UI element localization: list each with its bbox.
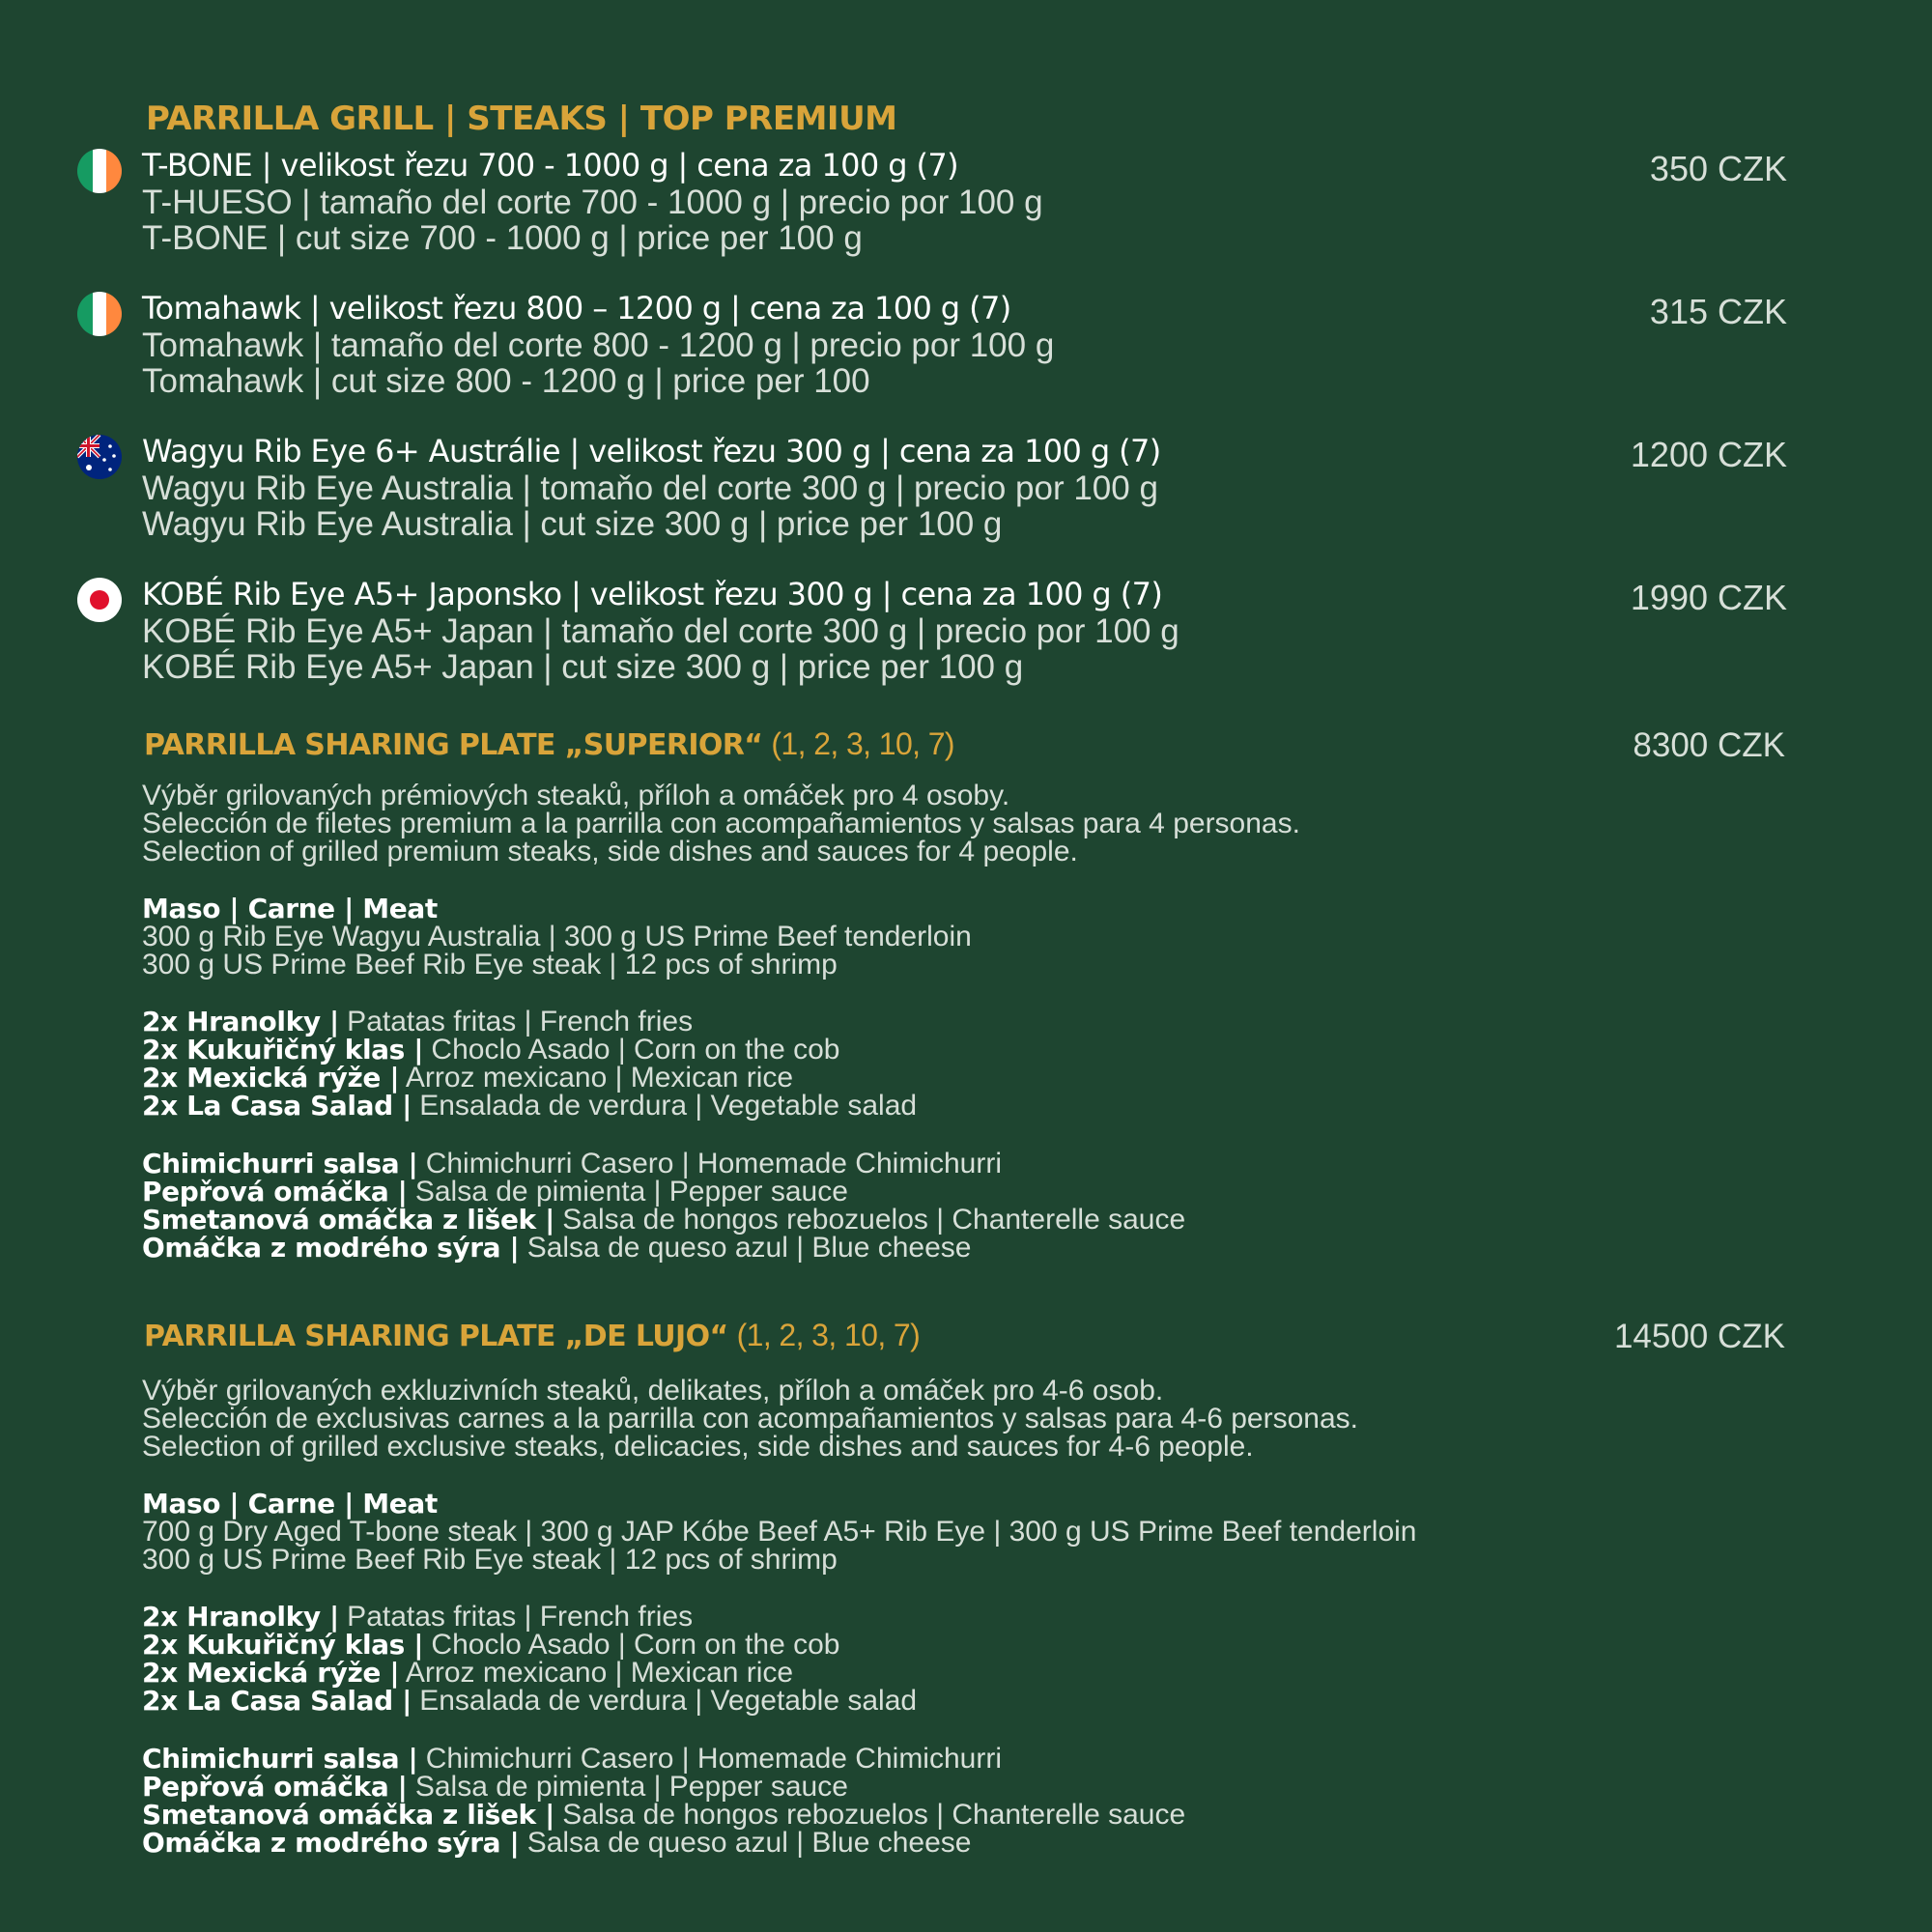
meat-line: 300 g US Prime Beef Rib Eye steak | 12 pcs of shrimp [142, 1544, 838, 1576]
plate-sauces [142, 1745, 1185, 1857]
description-line: Selection of grilled exclusive steaks, delicacies, side dishes and sauces for 4-6 people. [142, 1431, 1254, 1463]
sauce-rest: Chimichurri Casero | Homemade Chimichurri [417, 1148, 1002, 1179]
side-rest: Ensalada de verdura | Vegetable salad [411, 1090, 918, 1122]
sauce-cz: Pepřová omáčka | [142, 1176, 408, 1208]
japan-flag-icon [77, 578, 122, 622]
description-line: Selección de filetes premium a la parrilla con acompañamientos y salsas para 4 personas. [142, 808, 1300, 839]
meat-line: 300 g Rib Eye Wagyu Australia | 300 g US Prime Beef tenderloin [142, 921, 972, 952]
meat-line: 300 g US Prime Beef Rib Eye steak | 12 pcs of shrimp [142, 949, 838, 980]
description-line: Selección de exclusivas carnes a la parrilla con acompañamientos y salsas para 4-6 personas. [142, 1403, 1358, 1435]
item-name-en: T-BONE | cut size 700 - 1000 g | price per 100 g [142, 219, 863, 257]
side-line [142, 1092, 917, 1120]
side-rest: Arroz mexicano | Mexican rice [399, 1062, 794, 1094]
item-price: 1990 CZK [1630, 578, 1787, 617]
sauce-rest: Chimichurri Casero | Homemade Chimichurri [417, 1743, 1002, 1775]
plate-sauces [142, 1150, 1185, 1262]
item-name-en: Tomahawk | cut size 800 - 1200 g | price per 100 [142, 362, 870, 400]
sauce-cz: Smetanová omáčka z lišek | [142, 1204, 554, 1236]
item-price: 1200 CZK [1630, 435, 1787, 474]
item-name-en: Wagyu Rib Eye Australia | cut size 300 g | price per 100 g [142, 505, 1003, 543]
side-line [142, 1008, 917, 1036]
sauce-line [142, 1234, 1185, 1262]
side-rest: Patatas fritas | French fries [338, 1006, 694, 1037]
side-cz: 2x Mexická rýže | [142, 1062, 400, 1094]
plate-title-text: PARRILLA SHARING PLATE „DE LUJO“ [144, 1320, 728, 1353]
plate-meat [142, 895, 972, 979]
menu-item-wagyu [0, 431, 1932, 566]
plate-allergens: (1, 2, 3, 10, 7) [736, 1318, 921, 1352]
sauce-rest: Salsa de queso azul | Blue cheese [519, 1232, 972, 1264]
item-name-es: Wagyu Rib Eye Australia | tomaňo del corte 300 g | precio por 100 g [142, 469, 1158, 507]
item-name: Wagyu Rib Eye 6+ Austrálie | velikost řezu 300 g | cena za 100 g (7) [142, 433, 1161, 469]
plate-title-text: PARRILLA SHARING PLATE „SUPERIOR“ [144, 728, 763, 762]
description-line: Výběr grilovaných prémiových steaků, příloh a omáček pro 4 osoby. [142, 780, 1010, 811]
sauce-rest: Salsa de pimienta | Pepper sauce [407, 1176, 848, 1208]
sauce-rest: Salsa de hongos rebozuelos | Chanterelle sauce [554, 1799, 1186, 1831]
menu-item-tomahawk [0, 288, 1932, 423]
side-cz: 2x La Casa Salad | [142, 1090, 412, 1122]
side-rest: Choclo Asado | Corn on the cob [423, 1629, 840, 1661]
item-name-en: KOBÉ Rib Eye A5+ Japan | cut size 300 g | price per 100 g [142, 648, 1024, 686]
side-line [142, 1064, 917, 1092]
side-line [142, 1603, 917, 1631]
plate-description [142, 781, 1300, 866]
sauce-rest: Salsa de queso azul | Blue cheese [519, 1827, 972, 1859]
side-line [142, 1687, 917, 1715]
menu-item-t-bone [0, 145, 1932, 280]
side-rest: Choclo Asado | Corn on the cob [423, 1034, 840, 1065]
side-rest: Arroz mexicano | Mexican rice [399, 1657, 794, 1689]
item-name-es: KOBÉ Rib Eye A5+ Japan | tamaňo del corte 300 g | precio por 100 g [142, 612, 1179, 650]
section-title: PARRILLA GRILL | STEAKS | TOP PREMIUM [146, 99, 897, 138]
ireland-flag-icon [77, 149, 122, 193]
item-price: 315 CZK [1649, 292, 1787, 331]
meat-heading: Maso | Carne | Meat [142, 893, 438, 924]
side-rest: Patatas fritas | French fries [338, 1601, 694, 1633]
item-name: T-BONE | velikost řezu 700 - 1000 g | cena za 100 g (7) [142, 147, 959, 184]
side-line [142, 1036, 917, 1064]
side-cz: 2x Hranolky | [142, 1006, 339, 1037]
sauce-line [142, 1745, 1185, 1773]
side-line [142, 1631, 917, 1659]
sauce-cz: Chimichurri salsa | [142, 1743, 418, 1775]
sauce-line [142, 1773, 1185, 1801]
sauce-line [142, 1150, 1185, 1178]
item-name: KOBÉ Rib Eye A5+ Japonsko | velikost řezu 300 g | cena za 100 g (7) [142, 576, 1163, 612]
sauce-rest: Salsa de hongos rebozuelos | Chanterelle sauce [554, 1204, 1186, 1236]
item-name: Tomahawk | velikost řezu 800 – 1200 g | cena za 100 g (7) [142, 290, 1011, 327]
sauce-cz: Chimichurri salsa | [142, 1148, 418, 1179]
plate-sides [142, 1603, 917, 1715]
meat-heading: Maso | Carne | Meat [142, 1488, 438, 1520]
sauce-line [142, 1801, 1185, 1829]
item-name-es: Tomahawk | tamaño del corte 800 - 1200 g | precio por 100 g [142, 327, 1055, 364]
sauce-line [142, 1829, 1185, 1857]
side-cz: 2x Kukuřičný klas | [142, 1034, 424, 1065]
side-cz: 2x Kukuřičný klas | [142, 1629, 424, 1661]
item-name-es: T-HUESO | tamaño del corte 700 - 1000 g | precio por 100 g [142, 184, 1043, 221]
plate-price: 14500 CZK [1613, 1318, 1785, 1355]
plate-meat [142, 1490, 1416, 1574]
side-cz: 2x Mexická rýže | [142, 1657, 400, 1689]
sauce-cz: Smetanová omáčka z lišek | [142, 1799, 554, 1831]
item-price: 350 CZK [1649, 149, 1787, 188]
plate-price: 8300 CZK [1633, 726, 1785, 764]
meat-line: 700 g Dry Aged T-bone steak | 300 g JAP Kóbe Beef A5+ Rib Eye | 300 g US Prime Beef tenderloin [142, 1516, 1417, 1548]
sauce-line [142, 1206, 1185, 1234]
plate-title [144, 726, 954, 762]
menu-item-kobe [0, 574, 1932, 709]
description-line: Selection of grilled premium steaks, side dishes and sauces for 4 people. [142, 836, 1078, 867]
plate-allergens: (1, 2, 3, 10, 7) [771, 726, 954, 761]
sauce-line [142, 1178, 1185, 1206]
ireland-flag-icon [77, 292, 122, 336]
australia-flag-icon [77, 435, 122, 479]
sauce-cz: Omáčka z modrého sýra | [142, 1827, 520, 1859]
side-rest: Ensalada de verdura | Vegetable salad [411, 1685, 918, 1717]
plate-title [144, 1318, 920, 1353]
plate-description [142, 1377, 1358, 1461]
side-line [142, 1659, 917, 1687]
side-cz: 2x Hranolky | [142, 1601, 339, 1633]
sauce-rest: Salsa de pimienta | Pepper sauce [407, 1771, 848, 1803]
plate-sides [142, 1008, 917, 1120]
side-cz: 2x La Casa Salad | [142, 1685, 412, 1717]
sauce-cz: Pepřová omáčka | [142, 1771, 408, 1803]
description-line: Výběr grilovaných exkluzivních steaků, delikates, příloh a omáček pro 4-6 osob. [142, 1375, 1164, 1406]
sauce-cz: Omáčka z modrého sýra | [142, 1232, 520, 1264]
